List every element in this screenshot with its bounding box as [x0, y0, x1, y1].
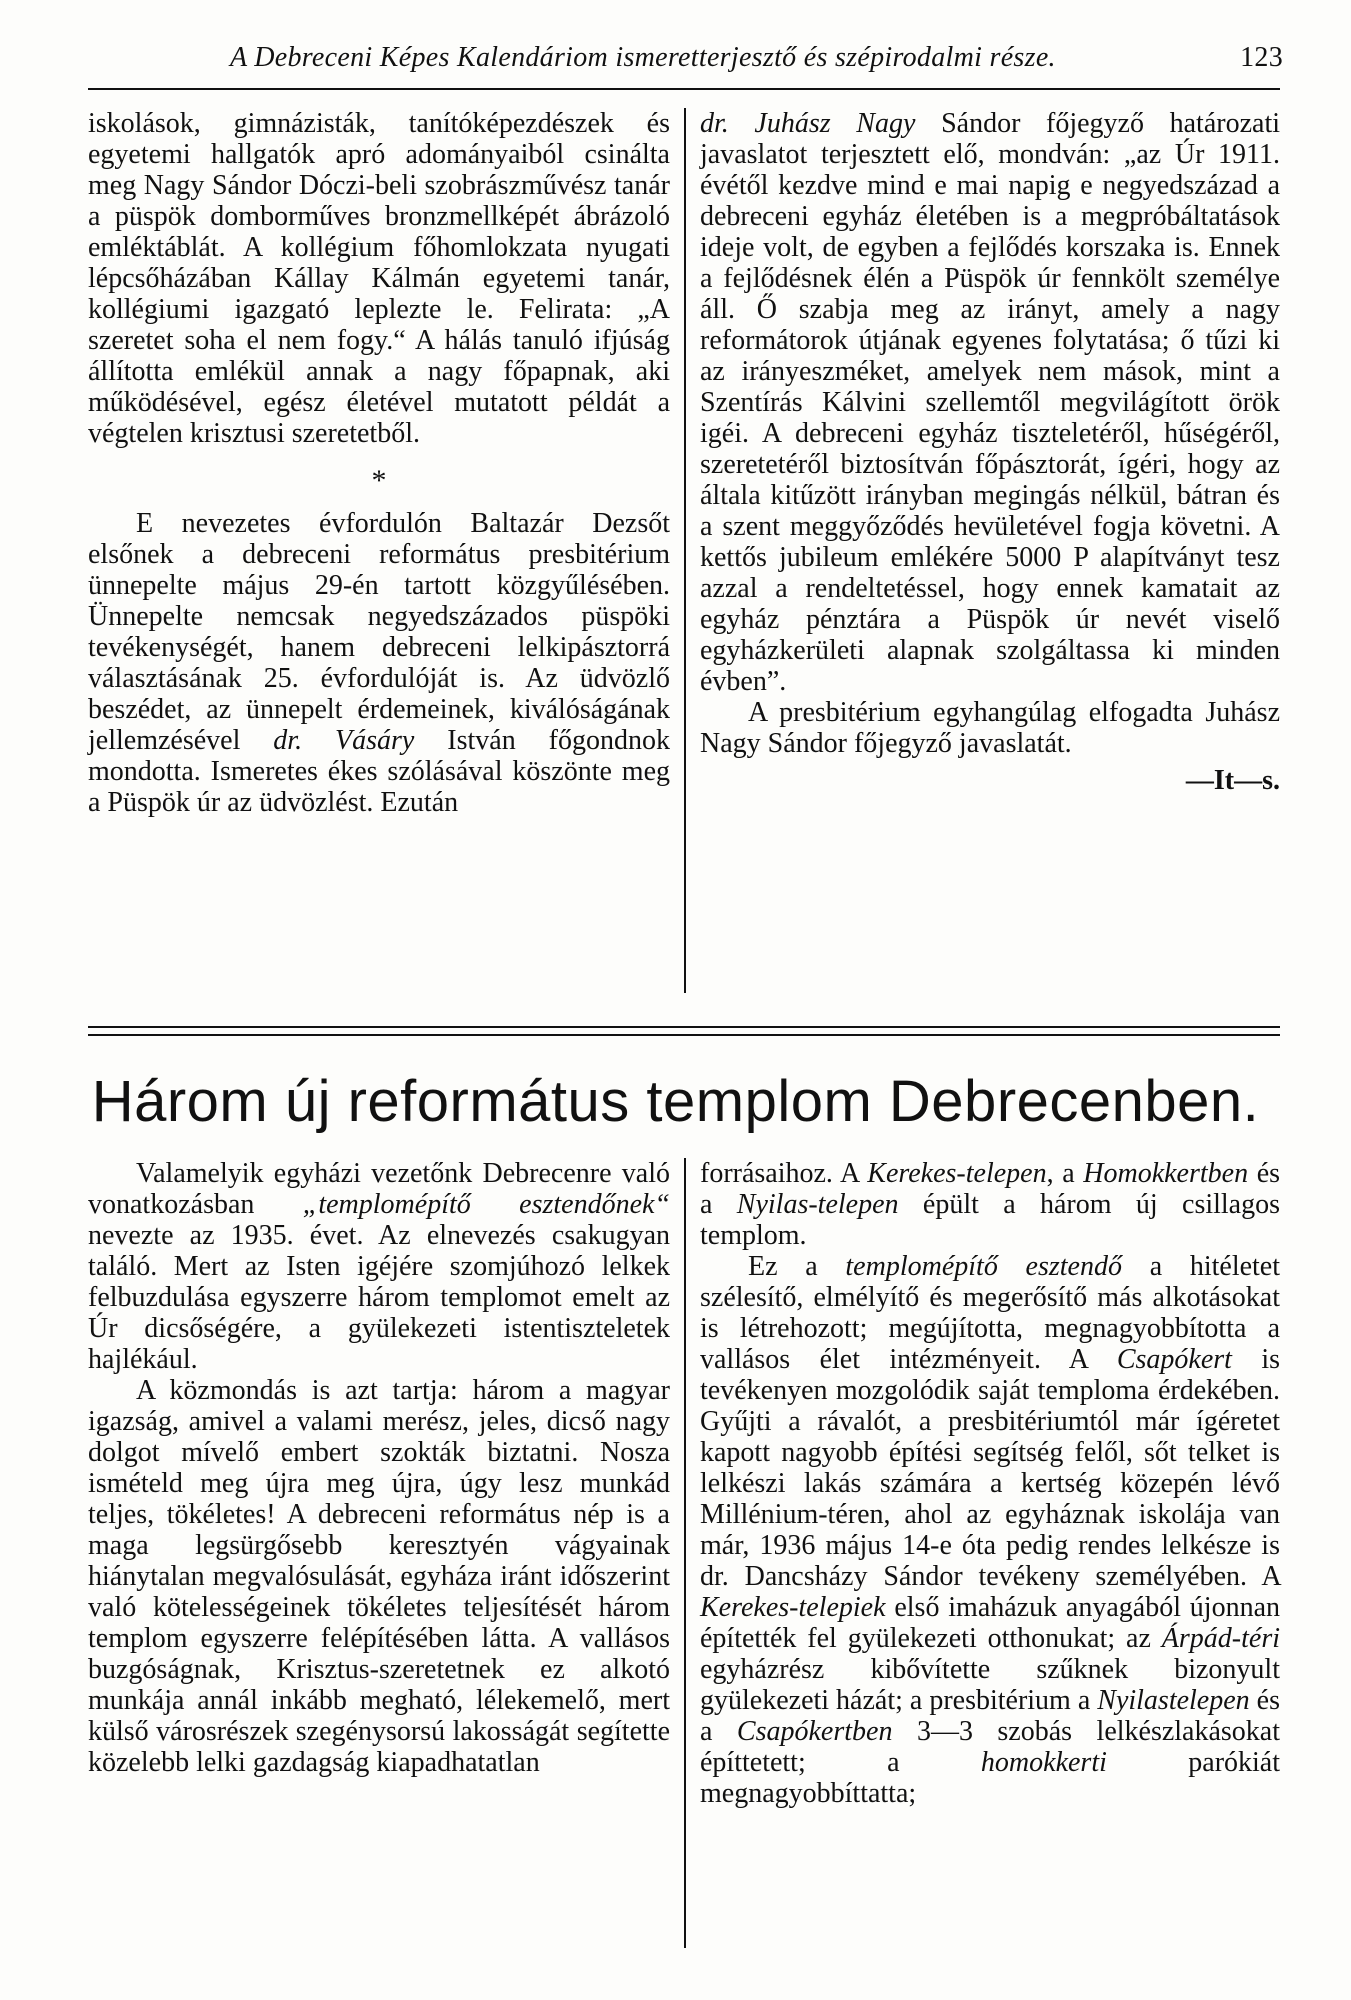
paragraph: [700, 1158, 1280, 1251]
place-name: Csapókertben: [736, 1716, 893, 1747]
place-name: Csapókert: [1116, 1344, 1232, 1375]
text-run: és a: [700, 1685, 1280, 1747]
italic-name: dr. Vásáry: [273, 725, 415, 756]
article-title: Három új református templom Debrecenben.: [91, 1069, 1260, 1134]
column-divider: [684, 1158, 686, 1948]
text-run: első imaházuk anyagából újonnan építették fel gyülekezeti otthonukat; az: [700, 1592, 1281, 1654]
text-run: épült a három új csillagos templom.: [700, 1189, 1281, 1251]
place-name: Kerekes-telepen: [867, 1158, 1047, 1189]
paragraph: [88, 1158, 670, 1375]
text-run: egyházrész kibővítette szűknek bizonyult gyülekezeti házát; a presbitérium a: [700, 1654, 1280, 1716]
italic-phrase: templomépítő esztendő: [845, 1251, 1122, 1282]
text-run: parókiát megnagyobbíttatta;: [700, 1747, 1281, 1809]
paragraph: [700, 108, 1280, 697]
place-name: Nyilastelepen: [1097, 1685, 1250, 1716]
paragraph: [700, 1251, 1280, 1809]
text-run: és a: [700, 1158, 1281, 1220]
italic-phrase: „templomépítő esztendőnek“: [302, 1189, 671, 1220]
article-left-column: [88, 1158, 670, 1778]
text-run: , a: [1046, 1158, 1075, 1189]
place-name: Homokkertben: [1083, 1158, 1249, 1189]
section1-right-column: [700, 108, 1280, 796]
text-run: forrásaihoz. A: [700, 1158, 859, 1189]
section-separator: *: [371, 464, 387, 497]
place-name: Nyilas-telepen: [736, 1189, 899, 1220]
italic-name: dr. Juhász Nagy: [700, 108, 916, 139]
place-name: Kerekes-telepiek: [700, 1592, 886, 1623]
text-run: a hitéletet szélesítő, elmélyítő és megerősítő más alkotásokat is létrehozott; megújította, megnagyobbította a vallásos élet intézményeit. A: [700, 1251, 1281, 1375]
running-head: [80, 42, 1283, 82]
text-run: is tevékenyen mozgolódik saját temploma érdekében. Gyűjti a rávalót, a presbitériumtól már ígéretet kapott nagyobb építési segítség felől, sőt telket is lelkészi lakás számára a kertség közepén lévő Millénium-téren, ahol az egyháznak iskolája van már, 1936 május 14-e óta pedig rendes lelkésze is dr. Dancsházy Sándor tevékeny személyében. A: [700, 1344, 1281, 1592]
section1-left-column: [88, 108, 670, 818]
author-signature: —It—s.: [1185, 765, 1280, 796]
text-run: E nevezetes évfordulón Baltazár Dezsőt elsőnek a debreceni református presbitérium ünnepelte május 29-én tartott közgyűlésében. Ünnepelte nemcsak negyedszázados püspöki tevékenységét, hanem debreceni lelkipásztorrá választásának 25. évfordulóját is. Az üdvözlő beszédet, az ünnepelt érdemeinek, kiválóságának jellemzésével: [88, 508, 670, 756]
text-run: Ez a: [748, 1251, 818, 1282]
section-double-rule-bottom: [88, 1034, 1280, 1036]
paragraph: iskolások, gimnázisták, tanítóképezdészek és egyetemi hallgatók apró adományaiból csinálta meg Nagy Sándor Dóczi-beli szobrászművész tanár a püspök domborműves bronzmellképét ábrázoló emléktáblát. A kollégium főhomlokzata nyugati lépcsőházában Kállay Kálmán egyetemi tanár, kollégiumi igazgató leplezte le. Felirata: „A szeretet soha el nem fogy.“ A hálás tanuló ifjúság állította emlékül annak a nagy főpapnak, aki működésével, egész életével mutatott példát a végtelen krisztusi szeretetből.: [88, 108, 670, 449]
article-right-column: [700, 1158, 1280, 1809]
place-name: homokkerti: [980, 1747, 1107, 1778]
text-run: nevezte az 1935. évet. Az elnevezés csakugyan találó. Mert az Isten igéjére szomjúhozó lelkek felbuzdulása egyszerre három templomot emelt az Úr dicsőségére, a gyülekezeti istentiszteletek hajlékául.: [88, 1220, 670, 1375]
page-number: 123: [1240, 42, 1283, 73]
running-head-title: A Debreceni Képes Kalendáriom ismeretterjesztő és szépirodalmi része.: [230, 42, 1056, 73]
paragraph: A presbitérium egyhangúlag elfogadta Juhász Nagy Sándor főjegyző javaslatát.: [700, 697, 1280, 759]
text-run: Valamelyik egyházi vezetőnk Debrecenre való vonatkozásban: [88, 1158, 670, 1220]
paragraph: A közmondás is azt tartja: három a magyar igazság, amivel a valami merész, jeles, dicső nagy dolgot mívelő embert szokták biztatni. Nosza ismételd meg újra meg újra, úgy lesz munkád teljes, tökéletes! A debreceni református nép is a maga legsürgősebb keresztyén vágyainak hiánytalan megvalósulását, egyháza iránt időszerint való kötelességeinek tökéletes teljesítését három templom egyszerre felépítésében látta. A vallásos buzgóságnak, Krisztus-szeretetnek ez alkotó munkája annál inkább megható, lélekemelő, mert külső városrészek szegénysorsú lakosságát segítette közelebb lelki gazdagság kiapadhatatlan: [88, 1375, 670, 1778]
paragraph: [88, 508, 670, 818]
section-double-rule-top: [88, 1026, 1280, 1028]
text-run: 3—3 szobás lelkészlakásokat építtetett; a: [700, 1716, 1281, 1778]
header-rule: [88, 88, 1280, 90]
place-name: Árpád-téri: [1161, 1623, 1281, 1654]
text-run: István főgondnok mondotta. Ismeretes ékes szólásával köszönte meg a Püspök úr az üdvözlést. Ezután: [88, 725, 670, 818]
column-divider: [684, 108, 686, 993]
text-run: Sándor főjegyző határozati javaslatot terjesztett elő, mondván: „az Úr 1911. évétől kezdve mind e mai napig e negyedszázad a debreceni egyház életében is a megpróbáltatások ideje volt, de egyben a fejlődés korszaka is. Ennek a fejlődésnek élén a Püspök úr fennkölt személye áll. Ő szabja meg az irányt, amely a nagy reformátorok útjának egyenes folytatása; ő tűzi ki az irányeszméket, amelyek nem mások, mint a Szentírás Kálvini szellemtől megvilágított örök igéi. A debreceni egyház tiszteletéről, hűségéről, szeretetéről biztosítván főpásztorát, ígéri, hogy az általa kitűzött irányban megingás nélkül, bátran és a szent meggyőződés hevületével fogja követni. A kettős jubileum emlékére 5000 P alapítványt tesz azzal a rendeltetéssel, hogy ennek kamatait az egyház pénztára a Püspök úr nevét viselő egyházkerületi alapnak szolgáltassa ki minden évben”.: [700, 108, 1281, 697]
